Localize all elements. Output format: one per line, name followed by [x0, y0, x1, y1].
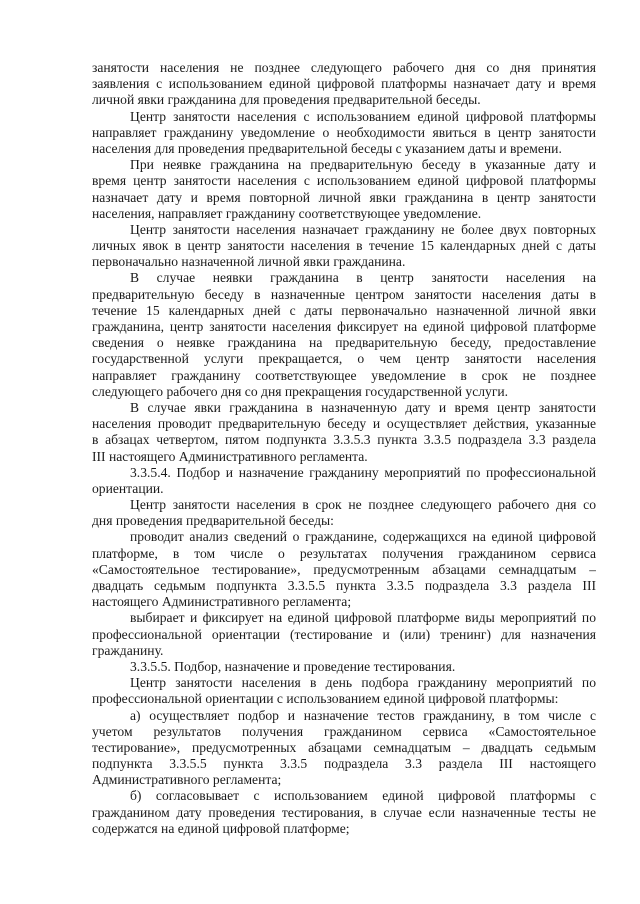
paragraph: [92, 270, 596, 400]
text-line: предварительную беседу в назначенные центром занятости населения даты в: [92, 286, 596, 302]
paragraph: [92, 109, 596, 158]
text-line: в абзацах четвертом, пятом подпункта 3.3.5.3 пункта 3.3.5 подраздела 3.3 раздела: [92, 432, 596, 448]
text-line: «Самостоятельное тестирование», предусмотренным абзацами семнадцатым –: [92, 561, 596, 577]
text-line: государственной услуги прекращается, о чем центр занятости населения: [92, 351, 596, 367]
text-line: проводит анализ сведений о гражданине, содержащихся на единой цифровой: [130, 529, 596, 545]
text-line: III настоящего Административного регламента.: [92, 448, 368, 464]
text-line: населения для проведения предварительной беседы с указанием даты и времени.: [92, 140, 562, 156]
text-line: Административного регламента;: [92, 772, 282, 788]
subsection-heading: [92, 465, 596, 497]
text-line: гражданина, центр занятости населения фиксирует на единой цифровой платформе: [92, 319, 596, 334]
text-line: настоящего Административного регламента;: [92, 594, 352, 610]
text-line: населения проводит предварительную беседу и осуществляет действия, указанные: [92, 416, 596, 432]
text-line: сведения о неявке гражданина на предварительную беседу, предоставление: [92, 335, 596, 351]
text-line: двадцать седьмым подпункта 3.3.5.5 пункта 3.3.5 подраздела 3.3 раздела III: [92, 578, 596, 593]
text-line: направляет гражданину уведомление о необходимости явиться в центр занятости: [92, 124, 596, 140]
list-item: [92, 529, 596, 610]
list-item: [92, 610, 596, 659]
list-item-a: [92, 708, 596, 789]
paragraph-continuation: [92, 60, 596, 109]
text-line: ориентации.: [92, 480, 164, 496]
text-line: Центр занятости населения с использованием единой цифровой платформы: [130, 108, 596, 124]
text-line: населения, направляет гражданину соответствующее уведомление.: [92, 205, 482, 221]
text-line: Центр занятости населения в срок не позднее следующего рабочего дня со: [130, 497, 596, 513]
text-line: следующего рабочего дня со дня прекращения государственной услуги.: [92, 383, 509, 399]
text-line: время центр занятости населения с использованием единой цифровой платформы: [92, 173, 596, 189]
document-text: [92, 60, 596, 837]
text-line: направляет гражданину соответствующее уведомление в срок не позднее: [92, 367, 596, 383]
subsection-heading: [92, 659, 596, 675]
text-line: назначает дату и время повторной личной явки гражданина в центр занятости: [92, 189, 596, 205]
paragraph: [92, 400, 596, 465]
text-line: 3.3.5.5. Подбор, назначение и проведение тестирования.: [130, 658, 456, 674]
text-line: содержатся на единой цифровой платформе;: [92, 820, 350, 836]
paragraph: [92, 222, 596, 271]
list-item-b: [92, 788, 596, 837]
text-line: а) осуществляет подбор и назначение тестов гражданину, в том числе с: [130, 707, 596, 723]
text-line: В случае неявки гражданина в центр занятости населения на: [130, 270, 596, 286]
paragraph: [92, 675, 596, 707]
text-line: 3.3.5.4. Подбор и назначение гражданину мероприятий по профессиональной: [130, 464, 596, 480]
text-line: При неявке гражданина на предварительную беседу в указанные дату и: [130, 157, 596, 173]
paragraph: [92, 497, 596, 529]
text-line: течение 15 календарных дней с даты первоначально назначенной личной явки: [92, 302, 596, 318]
text-line: платформе, в том числе о результатах получения гражданином сервиса: [92, 545, 596, 561]
paragraph: [92, 157, 596, 222]
text-line: занятости населения не позднее следующего рабочего дня со дня принятия: [92, 60, 596, 75]
text-line: дня проведения предварительной беседы:: [92, 513, 334, 529]
text-line: Центр занятости населения назначает гражданину не более двух повторных: [130, 221, 596, 237]
text-line: профессиональной ориентации (тестирование и (или) тренинг) для назначения: [92, 626, 596, 642]
text-line: личных явок в центр занятости населения в течение 15 календарных дней с даты: [92, 238, 596, 254]
text-line: гражданином дату проведения тестирования, в случае если назначенные тесты не: [92, 804, 596, 820]
text-line: б) согласовывает с использованием единой цифровой платформы с: [130, 788, 596, 804]
text-line: первоначально назначенной личной явки гражданина.: [92, 254, 406, 270]
text-line: тестирование», предусмотренных абзацами семнадцатым – двадцать седьмым: [92, 739, 596, 755]
text-line: заявления с использованием единой цифровой платформы назначает дату и время: [92, 76, 596, 92]
text-line: В случае явки гражданина в назначенную дату и время центр занятости: [130, 399, 596, 415]
text-line: подпункта 3.3.5.5 пункта 3.3.5 подраздела 3.3 раздела III настоящего: [92, 756, 596, 772]
text-line: учетом результатов получения гражданином сервиса «Самостоятельное: [92, 723, 596, 739]
text-line: Центр занятости населения в день подбора гражданину мероприятий по: [130, 675, 596, 691]
text-line: гражданину.: [92, 642, 164, 658]
text-line: личной явки гражданина для проведения предварительной беседы.: [92, 92, 481, 108]
text-line: выбирает и фиксирует на единой цифровой платформе виды мероприятий по: [130, 610, 596, 626]
text-line: профессиональной ориентации с использованием единой цифровой платформы:: [92, 691, 559, 707]
